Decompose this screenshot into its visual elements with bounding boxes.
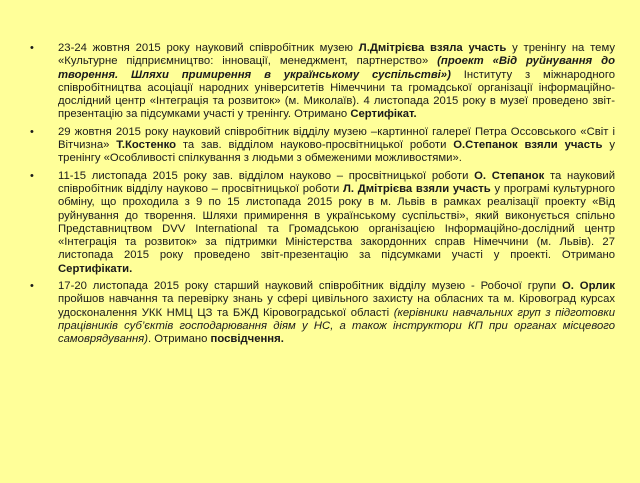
body-text: пройшов навчання та перевірку знань у сфері цивільного захисту на обласних та м. Кіровоград курсах удосконалення УКК НМЦ ЦЗ та БЖД Кіровоградської області bbox=[58, 293, 615, 319]
body-text: 29 жовтня 2015 року науковий співробітник відділу музею –картинної галереї Петра Оссовського «Світ і Вітчизна» bbox=[58, 125, 615, 152]
bold-text: посвідчення. bbox=[210, 333, 284, 346]
bold-text: О. Степанок bbox=[474, 169, 545, 182]
italic-text: (керівники навчальних груп з підготовки працівників суб’єктів господарювання діям у НС, а також інструктори КП при органах місцевого самоврядування) bbox=[58, 306, 615, 346]
body-text: Інституту з міжнародного співробітництва асоціації народних університетів Німеччини та громадської організації інформаційно-дослідний центр «Інтеграція та розвиток» (м. Миколаїв). 4 листопада 2015 року в музеї проведено звіт-презентацію за підсумками участі у тренінгу. Отримано bbox=[58, 68, 615, 121]
bullet-item bbox=[30, 280, 615, 346]
bullet-list bbox=[30, 42, 615, 351]
bold-text: Т.Костенко bbox=[116, 139, 176, 152]
bold-text: Л. Дмітрієва взяли участь bbox=[342, 182, 491, 195]
bullet-item bbox=[30, 126, 615, 166]
bold-text: Сертифікат. bbox=[350, 108, 417, 121]
body-text: 17-20 листопада 2015 року старший науковий співробітник відділу музею - Робочої групи bbox=[58, 280, 562, 293]
bold-text: О.Степанок взяли участь bbox=[453, 139, 603, 152]
bold-text: Л.Дмітрієва взяла участь bbox=[358, 42, 507, 54]
bold-text: Сертифікати. bbox=[58, 262, 133, 275]
bold-italic-text: (проект «Від руйнування до творення. Шляхи примирення в українському суспільстві») bbox=[58, 55, 615, 81]
body-text: у тренінгу «Особливості спілкування з людьми з обмеженими можливостями». bbox=[58, 139, 615, 165]
bullet-item bbox=[30, 42, 615, 122]
body-text: у тренінгу на тему «Культурне підприємництво: інновації, менеджмент, партнерство» bbox=[58, 42, 615, 68]
body-text: у програмі культурного обміну, що проходила з 9 по 15 листопада 2015 року в м. Львів в рамках реалізації проекту «Від руйнування до творення. Шляхи примирення в українському суспільстві», який виконується спільно Представництвом DVV International та Громадською організацією Інформаційно-дослідний центр «Інтеграція та розвиток» за підтримки Міністерства закордонних справ Німеччини (м. Львів). 27 листопада 2015 року проведено звіт-презентацію за підсумками участі у проекті. Отримано bbox=[58, 182, 616, 262]
body-text: та науковий співробітник відділу науково – просвітницької роботи bbox=[58, 169, 616, 195]
bold-text: О. Орлик bbox=[561, 280, 615, 293]
body-text: та зав. відділом науково-просвітницької роботи bbox=[176, 139, 454, 152]
body-text: . Отримано bbox=[147, 333, 211, 346]
bullet-item bbox=[30, 170, 615, 276]
body-text: 11-15 листопада 2015 року зав. відділом науково – просвітницької роботи bbox=[58, 169, 475, 182]
body-text: 23-24 жовтня 2015 року науковий співробітник музею bbox=[58, 42, 359, 54]
